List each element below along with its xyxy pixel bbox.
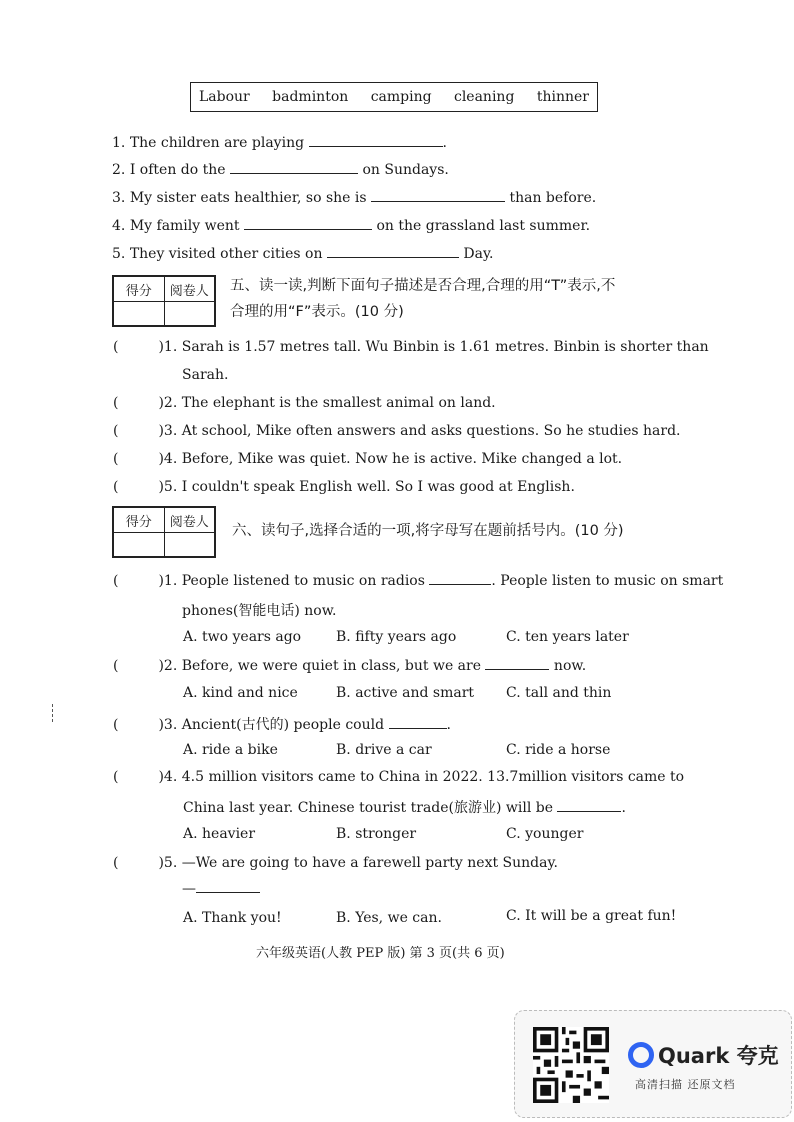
fill-blank-item: 4. My family went on the grassland last summer. <box>112 218 591 234</box>
option-b[interactable]: B. stronger <box>336 826 417 842</box>
choice-question-continuation: phones(智能电话) now. <box>182 603 337 619</box>
option-b[interactable]: B. Yes, we can. <box>336 910 442 926</box>
option-a[interactable]: A. Thank you! <box>183 910 282 926</box>
option-a[interactable]: A. two years ago <box>183 629 302 645</box>
word-bank-item: thinner <box>536 89 589 105</box>
answer-blank[interactable] <box>309 134 443 147</box>
quark-logo: Quark 夸克 <box>628 1040 779 1070</box>
quark-tagline: 高清扫描 还原文档 <box>635 1078 736 1091</box>
judge-item: ( )2. The elephant is the smallest animal on land. <box>113 395 496 411</box>
choice-question-continuation: China last year. Chinese tourist trade(旅游业) will be . <box>183 800 626 816</box>
word-bank-item: Labour <box>199 89 250 105</box>
judge-item: ( )1. Sarah is 1.57 metres tall. Wu Binbin is 1.61 metres. Binbin is shorter than <box>113 339 709 355</box>
choice-question: ( )4. 4.5 million visitors came to China in 2022. 13.7million visitors came to <box>113 769 685 785</box>
answer-blank[interactable] <box>557 799 621 812</box>
word-bank-item: badminton <box>272 89 349 105</box>
fill-blank-item: 3. My sister eats healthier, so she is than before. <box>112 190 597 206</box>
score-label: 得分 <box>114 277 165 302</box>
judge-item-continuation: Sarah. <box>182 367 229 383</box>
word-bank-box <box>190 82 598 112</box>
fill-blank-item: 5. They visited other cities on Day. <box>112 246 494 262</box>
grader-cell[interactable] <box>164 302 215 326</box>
answer-blank[interactable] <box>327 245 459 258</box>
option-c[interactable]: C. It will be a great fun! <box>506 908 677 924</box>
option-a[interactable]: A. heavier <box>183 826 256 842</box>
answer-blank[interactable] <box>371 189 505 202</box>
choice-question: ( )5. —We are going to have a farewell party next Sunday. <box>113 855 558 871</box>
fill-blank-item: 1. The children are playing . <box>112 135 447 151</box>
answer-blank[interactable] <box>485 657 549 670</box>
word-bank-item: cleaning <box>453 89 515 105</box>
choice-question: ( )2. Before, we were quiet in class, but we are now. <box>113 658 587 674</box>
judge-item: ( )5. I couldn't speak English well. So I was good at English. <box>113 479 575 495</box>
section-6-heading: 六、读句子,选择合适的一项,将字母写在题前括号内。(10 分) <box>232 523 624 539</box>
judge-item: ( )3. At school, Mike often answers and asks questions. So he studies hard. <box>113 423 681 439</box>
answer-blank[interactable] <box>429 572 491 585</box>
score-cell[interactable] <box>114 302 165 326</box>
option-b[interactable]: B. drive a car <box>336 742 432 758</box>
choice-question: ( )1. People listened to music on radios . People listen to music on smart <box>113 573 724 589</box>
judge-item: ( )4. Before, Mike was quiet. Now he is active. Mike changed a lot. <box>113 451 623 467</box>
option-a[interactable]: A. ride a bike <box>183 742 278 758</box>
qr-code-icon <box>533 1027 609 1103</box>
answer-blank[interactable] <box>389 716 447 729</box>
fill-blank-item: 2. I often do the on Sundays. <box>112 162 449 178</box>
score-box <box>112 506 216 558</box>
quark-logo-icon <box>628 1042 654 1068</box>
option-b[interactable]: B. fifty years ago <box>336 629 457 645</box>
score-box <box>112 275 216 327</box>
grader-label: 阅卷人 <box>164 277 215 302</box>
option-b[interactable]: B. active and smart <box>336 685 475 701</box>
answer-blank[interactable] <box>230 161 358 174</box>
option-c[interactable]: C. ten years later <box>506 629 629 645</box>
option-c[interactable]: C. younger <box>506 826 584 842</box>
score-cell[interactable] <box>114 533 165 557</box>
grader-cell[interactable] <box>164 533 215 557</box>
page-footer: 六年级英语(人教 PEP 版) 第 3 页(共 6 页) <box>256 946 505 961</box>
word-bank-item: camping <box>370 89 432 105</box>
score-label: 得分 <box>114 508 165 533</box>
choice-question: ( )3. Ancient(古代的) people could . <box>113 717 451 733</box>
option-a[interactable]: A. kind and nice <box>183 685 298 701</box>
answer-blank[interactable] <box>196 880 260 893</box>
option-c[interactable]: C. tall and thin <box>506 685 612 701</box>
answer-blank[interactable] <box>244 217 372 230</box>
option-c[interactable]: C. ride a horse <box>506 742 611 758</box>
dialogue-response: — <box>182 880 260 897</box>
grader-label: 阅卷人 <box>164 508 215 533</box>
section-5-heading: 五、读一读,判断下面句子描述是否合理,合理的用“T”表示,不 合理的用“F”表示。(10 分) <box>230 278 616 320</box>
binding-mark <box>52 704 54 722</box>
